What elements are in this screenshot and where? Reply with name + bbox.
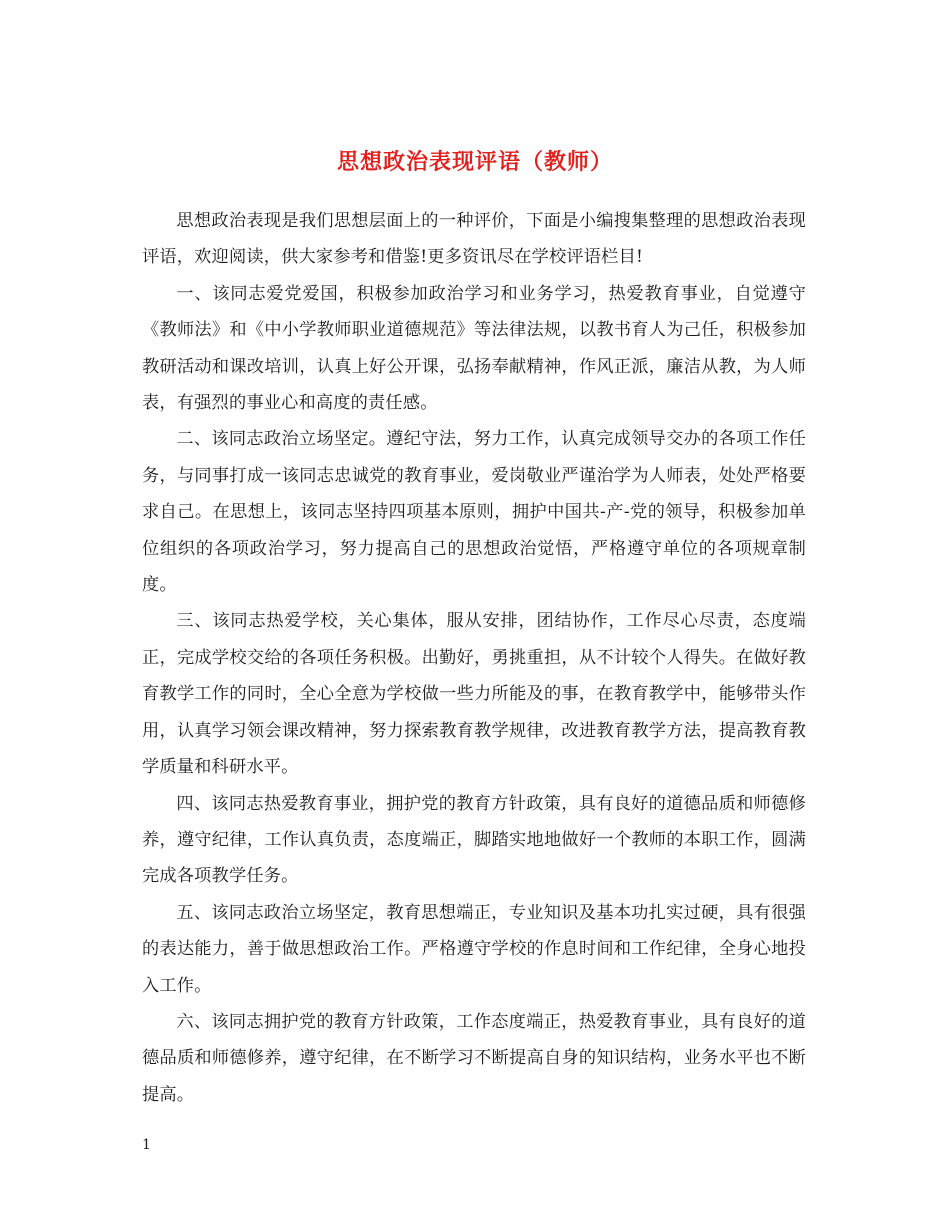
- intro-paragraph: 思想政治表现是我们思想层面上的一种评价，下面是小编搜集整理的思想政治表现评语，欢迎阅读，供大家参考和借鉴!更多资讯尽在学校评语栏目!: [142, 211, 806, 268]
- document-title: 思想政治表现评语（教师）: [336, 148, 613, 175]
- comment-paragraph-5: 五、该同志政治立场坚定，教育思想端正，专业知识及基本功扎实过硬，具有很强的表达能力，善于做思想政治工作。严格遵守学校的作息时间和工作纪律，全身心地投入工作。: [142, 902, 806, 996]
- comment-paragraph-3: 三、该同志热爱学校，关心集体，服从安排，团结协作，工作尽心尽责，态度端正，完成学校交给的各项任务积极。出勤好，勇挑重担，从不计较个人得失。在做好教育教学工作的同时，全心全意为学校做一些力所能及的事，在教育教学中，能够带头作用，认真学习领会课改精神，努力探索教育教学规律，改进教育教学方法，提高教育教学质量和科研水平。: [142, 611, 806, 778]
- document-body: [142, 203, 806, 1113]
- comment-paragraph-2: 二、该同志政治立场坚定。遵纪守法，努力工作，认真完成领导交办的各项工作任务，与同事打成一该同志忠诚党的教育事业，爱岗敬业严谨治学为人师表，处处严格要求自己。在思想上，该同志坚持四项基本原则，拥护中国共-产-党的领导，积极参加单位组织的各项政治学习，努力提高自己的思想政治觉悟，严格遵守单位的各项规章制度。: [142, 429, 806, 596]
- page-number: 1: [142, 1137, 151, 1153]
- comment-paragraph-4: 四、该同志热爱教育事业，拥护党的教育方针政策，具有良好的道德品质和师德修养，遵守纪律，工作认真负责，态度端正，脚踏实地地做好一个教师的本职工作，圆满完成各项教学任务。: [142, 793, 806, 887]
- comment-paragraph-1: 一、该同志爱党爱国，积极参加政治学习和业务学习，热爱教育事业，自觉遵守《教师法》和《中小学教师职业道德规范》等法律法规，以教书育人为己任，积极参加教研活动和课改培训，认真上好公开课，弘扬奉献精神，作风正派，廉洁从教，为人师表，有强烈的事业心和高度的责任感。: [142, 283, 806, 414]
- comment-paragraph-6: 六、该同志拥护党的教育方针政策，工作态度端正，热爱教育事业，具有良好的道德品质和师德修养，遵守纪律，在不断学习不断提高自身的知识结构，业务水平也不断提高。: [142, 1011, 806, 1105]
